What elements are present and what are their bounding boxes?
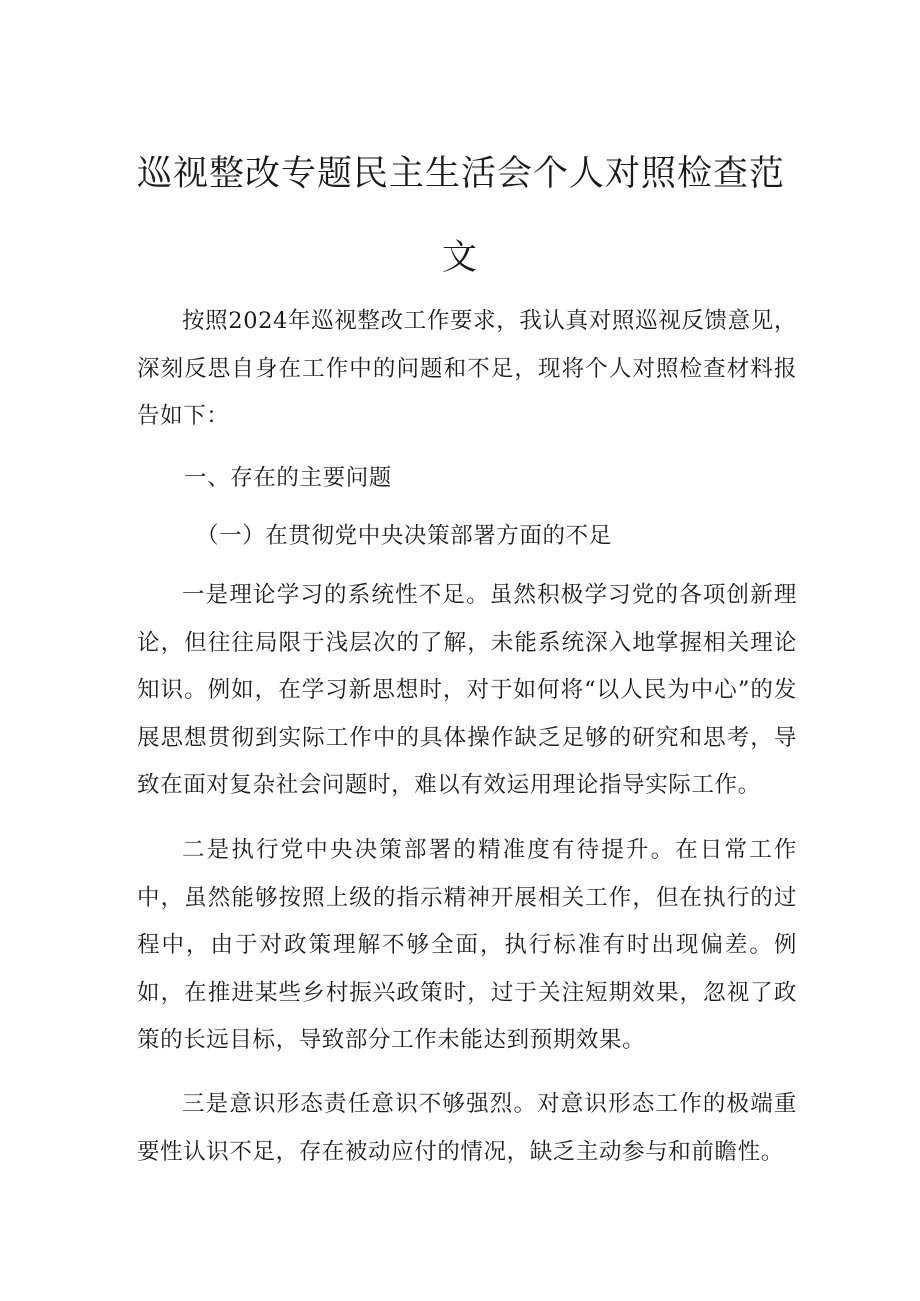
section-heading: 一、存在的主要问题 bbox=[184, 465, 392, 491]
subsection-heading: （一）在贯彻党中央决策部署方面的不足 bbox=[196, 523, 612, 549]
body-paragraph-2: 二是执行党中央决策部署的精准度有待提升。在日常工作中，虽然能够按照上级的指示精神开展相关工作，但在执行的过程中，由于对政策理解不够全面，执行标准有时出现偏差。例如，在推进某些乡村振兴政策时，过于关注短期效果，忽视了政策的长远目标，导致部分工作未能达到预期效果。 bbox=[137, 837, 797, 1053]
document-title-line-2: 文 bbox=[441, 238, 478, 278]
body-paragraph-1: 一是理论学习的系统性不足。虽然积极学习党的各项创新理论，但往往局限于浅层次的了解，未能系统深入地掌握相关理论知识。例如，在学习新思想时，对于如何将“以人民为中心”的发展思想贯彻到实际工作中的具体操作缺乏足够的研究和思考，导致在面对复杂社会问题时，难以有效运用理论指导实际工作。 bbox=[137, 582, 797, 798]
body-paragraph-3: 三是意识形态责任意识不够强烈。对意识形态工作的极端重要性认识不足，存在被动应付的情况，缺乏主动参与和前瞻性。 bbox=[137, 1091, 797, 1165]
document-title-line-1: 巡视整改专题民主生活会个人对照检查范 bbox=[137, 154, 786, 194]
intro-paragraph: 按照2024年巡视整改工作要求，我认真对照巡视反馈意见，深刻反思自身在工作中的问题和不足，现将个人对照检查材料报告如下： bbox=[137, 308, 797, 429]
